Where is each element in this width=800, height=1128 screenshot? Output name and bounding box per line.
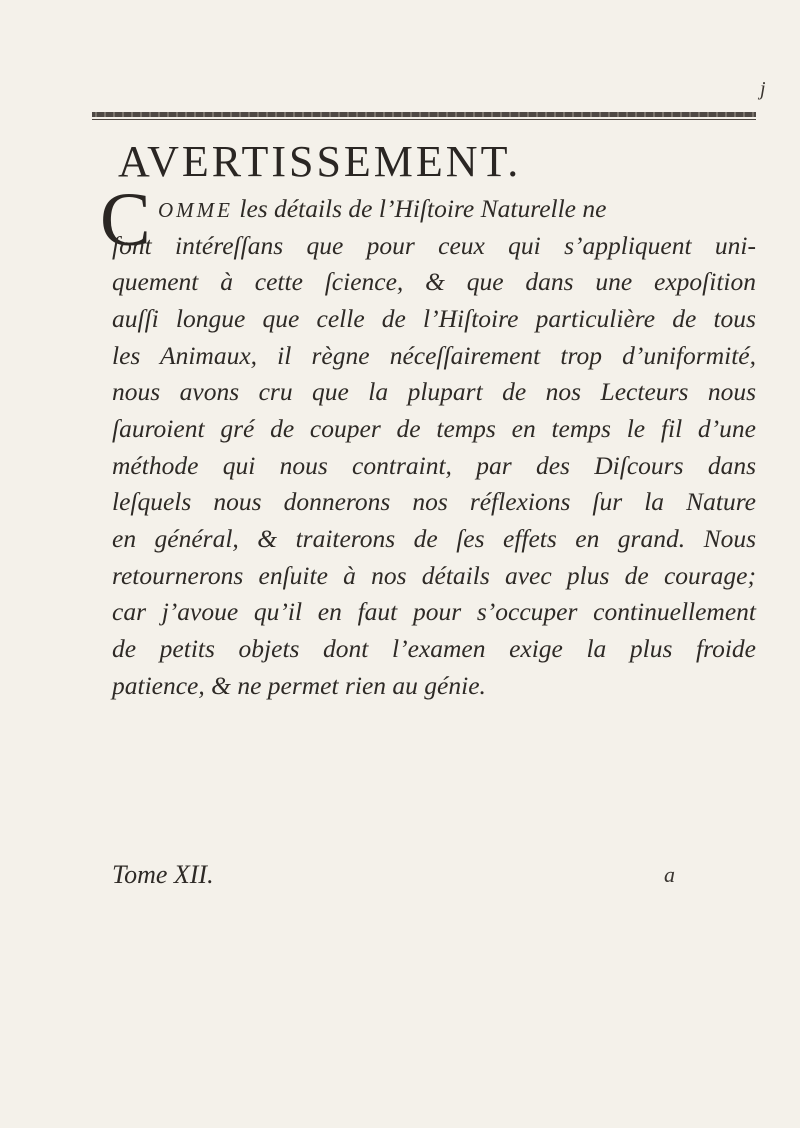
text-line-7: ſauroient gré de couper de temps en temps le fil d’une — [112, 414, 756, 443]
text-line-3: quement à cette ſcience, & que dans une expoſition — [112, 267, 756, 296]
text-line-2: ſont intéreſſans que pour ceux qui s’appliquent uni- — [112, 231, 756, 260]
line-1-text: les détails de l’Hiſtoire Naturelle ne — [239, 194, 607, 223]
text-line-12: car j’avoue qu’il en faut pour s’occuper continuellement — [112, 597, 756, 626]
text-line-6: nous avons cru que la plupart de nos Lecteurs nous — [112, 377, 756, 406]
text-line-13: de petits objets dont l’examen exige la plus froide — [112, 634, 756, 663]
page-heading: AVERTISSEMENT. — [118, 137, 522, 186]
text-line-4: auſſi longue que celle de l’Hiſtoire particulière de tous — [112, 304, 756, 333]
ornamental-rule — [92, 112, 756, 117]
signature-mark: a — [664, 862, 675, 887]
page-number: j — [760, 78, 766, 100]
text-line-8: méthode qui nous contraint, par des Diſcours dans — [112, 451, 756, 480]
text-line-11: retournerons enſuite à nos détails avec plus de courage; — [112, 561, 756, 590]
text-line-1 — [158, 194, 756, 224]
text-line-9: leſquels nous donnerons nos réflexions ſur la Nature — [112, 487, 756, 516]
first-word-rest: OMME — [158, 198, 233, 222]
text-line-14: patience, & ne permet rien au génie. — [112, 671, 486, 700]
text-line-5: les Animaux, il règne néceſſairement trop d’uniformité, — [112, 341, 756, 370]
drop-cap: C — [100, 178, 151, 262]
ornamental-rule-underline — [92, 119, 756, 120]
text-line-10: en général, & traiterons de ſes effets en grand. Nous — [112, 524, 756, 553]
volume-label: Tome XII. — [112, 860, 214, 889]
